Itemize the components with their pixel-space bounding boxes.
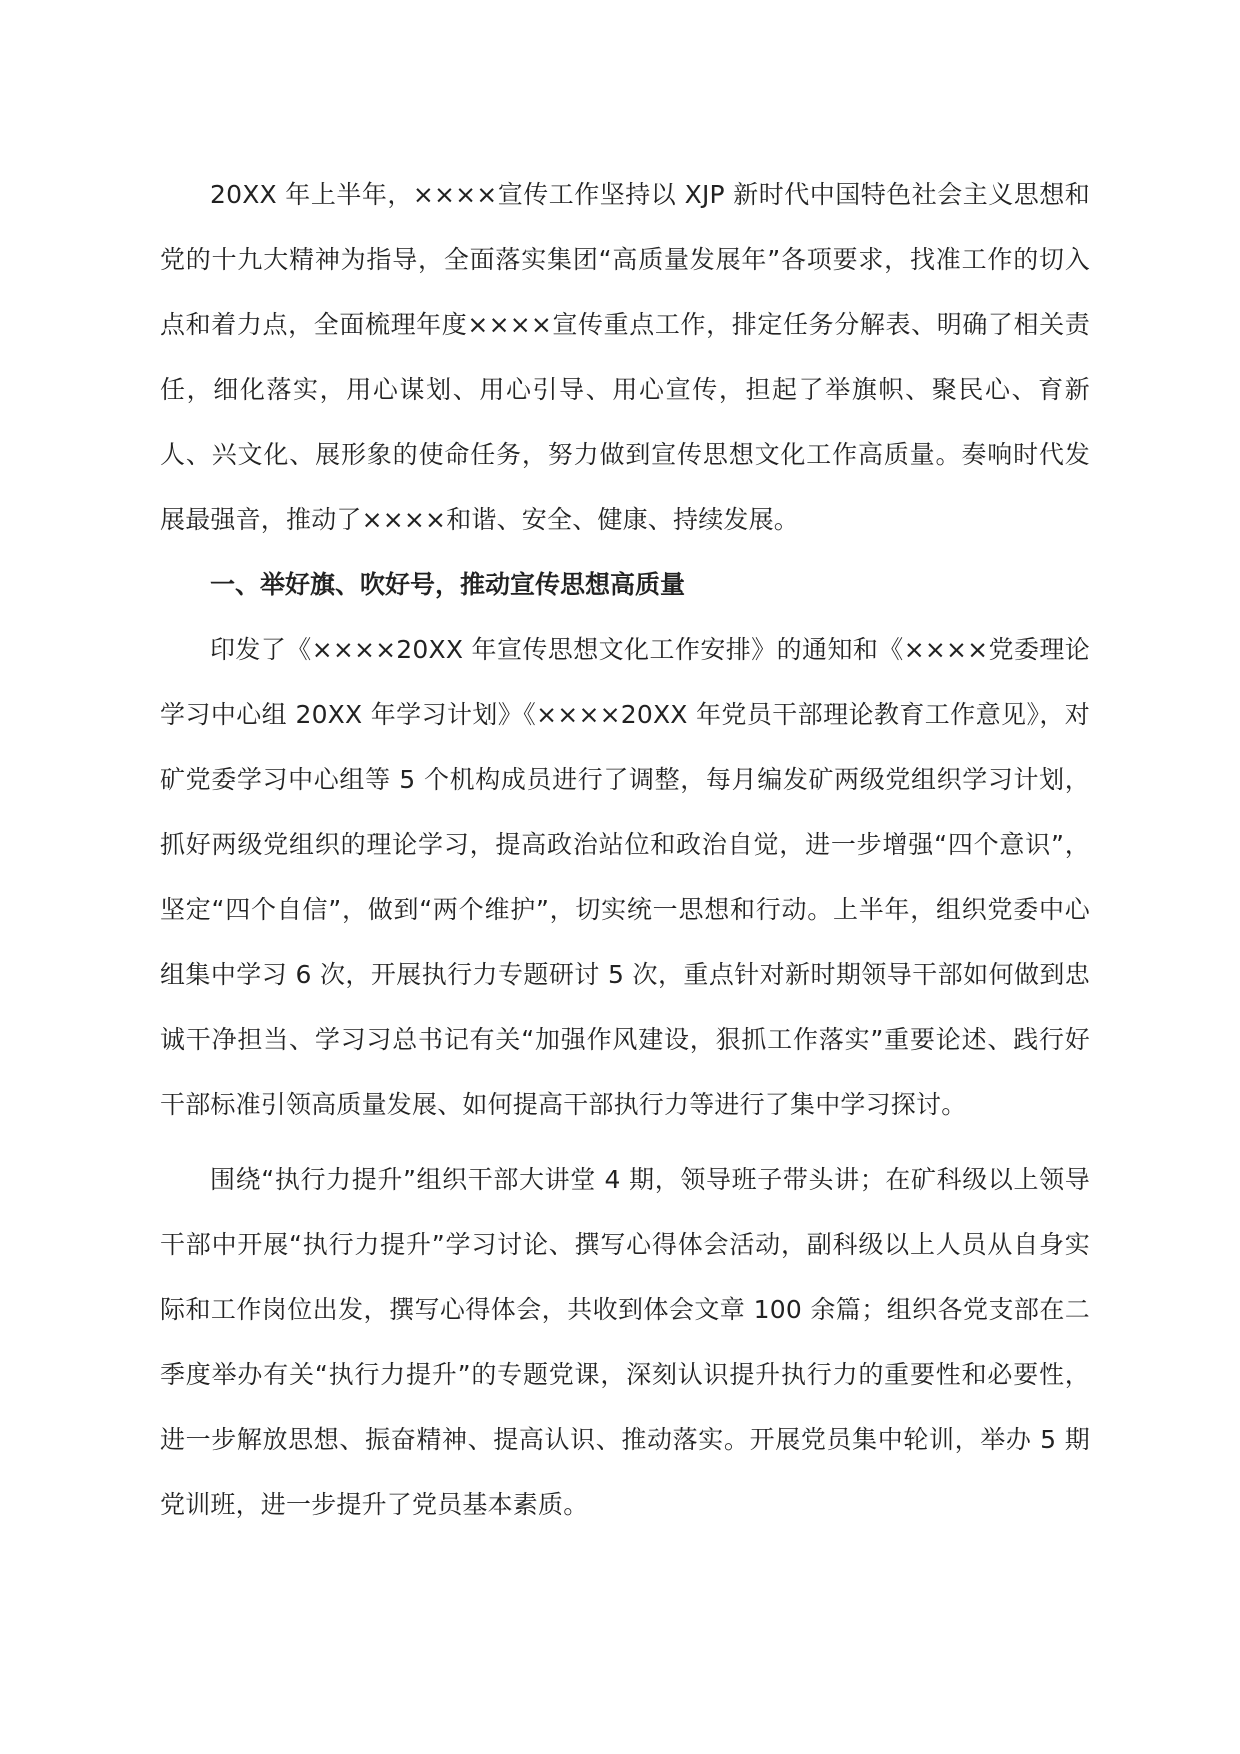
paragraph-intro: 20XX 年上半年，××××宣传工作坚持以 XJP 新时代中国特色社会主义思想和党的十九大精神为指导，全面落实集团“高质量发展年”各项要求，找准工作的切入点和着力点，全面梳理年度××××宣传重点工作，排定任务分解表、明确了相关责任，细化落实，用心谋划、用心引导、用心宣传，担起了举旗帜、聚民心、育新人、兴文化、展形象的使命任务，努力做到宣传思想文化工作高质量。奏响时代发展最强音，推动了××××和谐、安全、健康、持续发展。 [160,180,1090,534]
paragraph-execution: 围绕“执行力提升”组织干部大讲堂 4 期，领导班子带头讲；在矿科级以上领导干部中开展“执行力提升”学习讨论、撰写心得体会活动，副科级以上人员从自身实际和工作岗位出发，撰写心得体会，共收到体会文章 100 余篇；组织各党支部在二季度举办有关“执行力提升”的专题党课，深刻认识提升执行力的重要性和必要性，进一步解放思想、振奋精神、提高认识、推动落实。开展党员集中轮训，举办 5 期党训班，进一步提升了党员基本素质。 [160,1165,1090,1519]
document-body [160,162,1090,1537]
section-heading: 一、举好旗、吹好号，推动宣传思想高质量 [210,570,686,599]
paragraph-study-plan: 印发了《××××20XX 年宣传思想文化工作安排》的通知和《××××党委理论学习中心组 20XX 年学习计划》《××××20XX 年党员干部理论教育工作意见》，对矿党委学习中心组等 5 个机构成员进行了调整，每月编发矿两级党组织学习计划，抓好两级党组织的理论学习，提高政治站位和政治自觉，进一步增强“四个意识”，坚定“四个自信”，做到“两个维护”，切实统一思想和行动。上半年，组织党委中心组集中学习 6 次，开展执行力专题研讨 5 次，重点针对新时期领导干部如何做到忠诚干净担当、学习习总书记有关“加强作风建设，狠抓工作落实”重要论述、践行好干部标准引领高质量发展、如何提高干部执行力等进行了集中学习探讨。 [160,635,1090,1119]
